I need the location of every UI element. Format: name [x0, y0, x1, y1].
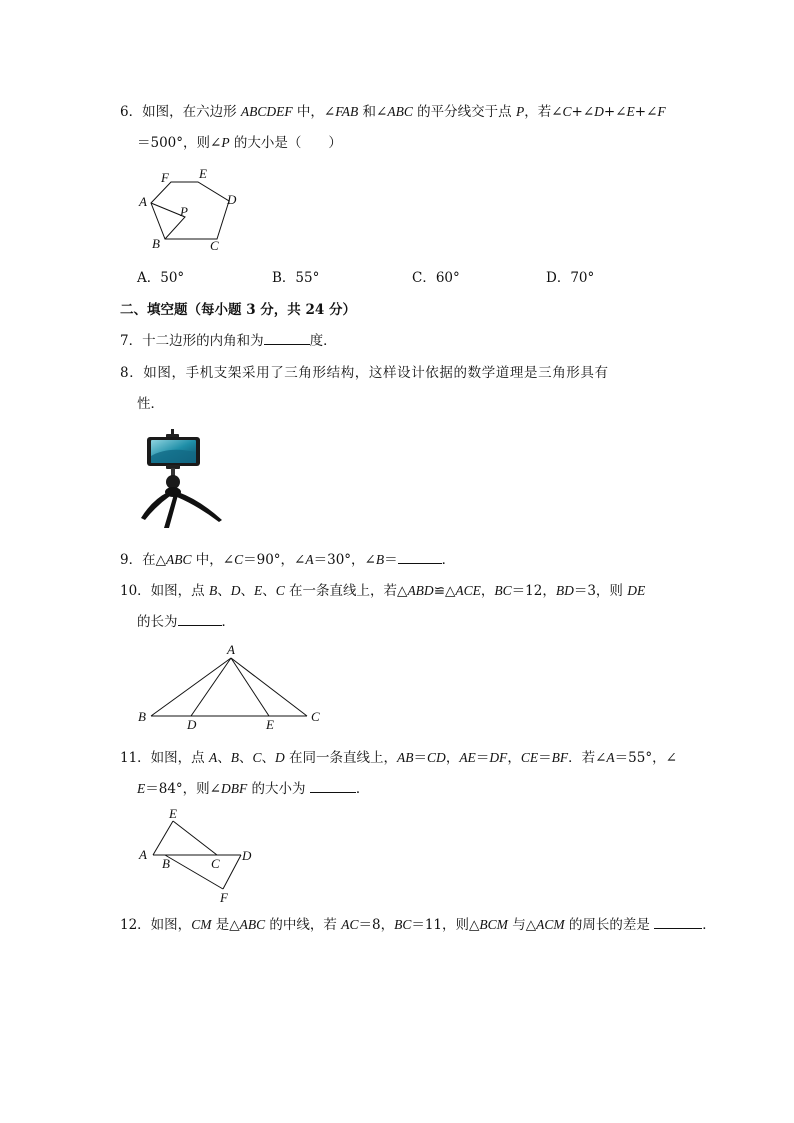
label-C: C	[311, 709, 320, 724]
q11-blank[interactable]	[310, 780, 356, 793]
label-D: D	[187, 717, 197, 732]
phone-stand-image	[138, 428, 228, 528]
label-F: F	[220, 890, 228, 905]
label-B: B	[138, 709, 146, 724]
q8-line1: 8．如图，手机支架采用了三角形结构，这样设计依据的数学道理是三角形具有	[120, 365, 609, 381]
q6-option-d[interactable]: D．70°	[546, 270, 595, 286]
q10-blank[interactable]	[178, 613, 222, 626]
label-E: E	[199, 166, 207, 181]
q6-line1: 6．如图，在六边形 ABCDEF 中，∠FAB 和∠ABC 的平分线交于点 P，若∠C+∠D+∠E+∠F	[120, 104, 666, 120]
label-C: C	[210, 238, 219, 253]
section-title: 二、填空题（每小题 3 分，共 24 分）	[120, 302, 356, 318]
q12-blank[interactable]	[654, 916, 702, 929]
label-B: B	[152, 236, 160, 251]
triangle-figure-q10	[135, 640, 335, 730]
q11-line1: 11．如图，点 A、B、C、D 在同一条直线上，AB＝CD，AE＝DF，CE＝BF．若∠A＝55°，∠	[120, 750, 677, 766]
q11-line2: E＝84°，则∠DBF 的大小为 ．	[137, 781, 370, 797]
label-A: A	[139, 194, 147, 209]
label-A: A	[227, 642, 235, 657]
label-D: D	[242, 848, 252, 863]
label-D: D	[227, 192, 237, 207]
label-B: B	[162, 856, 170, 871]
label-F: F	[161, 170, 169, 185]
label-P: P	[180, 204, 188, 219]
q6-option-c[interactable]: C．60°	[412, 270, 460, 286]
q9: 9．在△ABC 中，∠C＝90°，∠A＝30°，∠B＝ ．	[120, 552, 456, 568]
q9-blank[interactable]	[398, 551, 442, 564]
label-C: C	[211, 856, 220, 871]
hexagon-figure	[135, 165, 245, 255]
q8-line2: 性．	[137, 396, 164, 412]
q7: 7．十二边形的内角和为 度．	[120, 333, 337, 349]
q6-option-a[interactable]: A．50°	[137, 270, 185, 286]
q6-line2: ＝500°，则∠P 的大小是（ ）	[137, 135, 342, 151]
label-E: E	[169, 806, 177, 821]
label-A: A	[139, 847, 147, 862]
q10-line1: 10．如图，点 B、D、E、C 在一条直线上，若△ABD≌△ACE，BC＝12，BD＝3，则 DE	[120, 583, 646, 599]
q7-blank[interactable]	[264, 332, 310, 345]
q10-line2: 的长为 ．	[137, 614, 235, 630]
q12: 12．如图，CM 是△ABC 的中线，若 AC＝8，BC＝11，则△BCM 与△ACM 的周长的差是 ．	[120, 917, 716, 933]
q6-option-b[interactable]: B．55°	[272, 270, 320, 286]
label-E: E	[266, 717, 274, 732]
triangles-figure-q11	[135, 805, 275, 905]
